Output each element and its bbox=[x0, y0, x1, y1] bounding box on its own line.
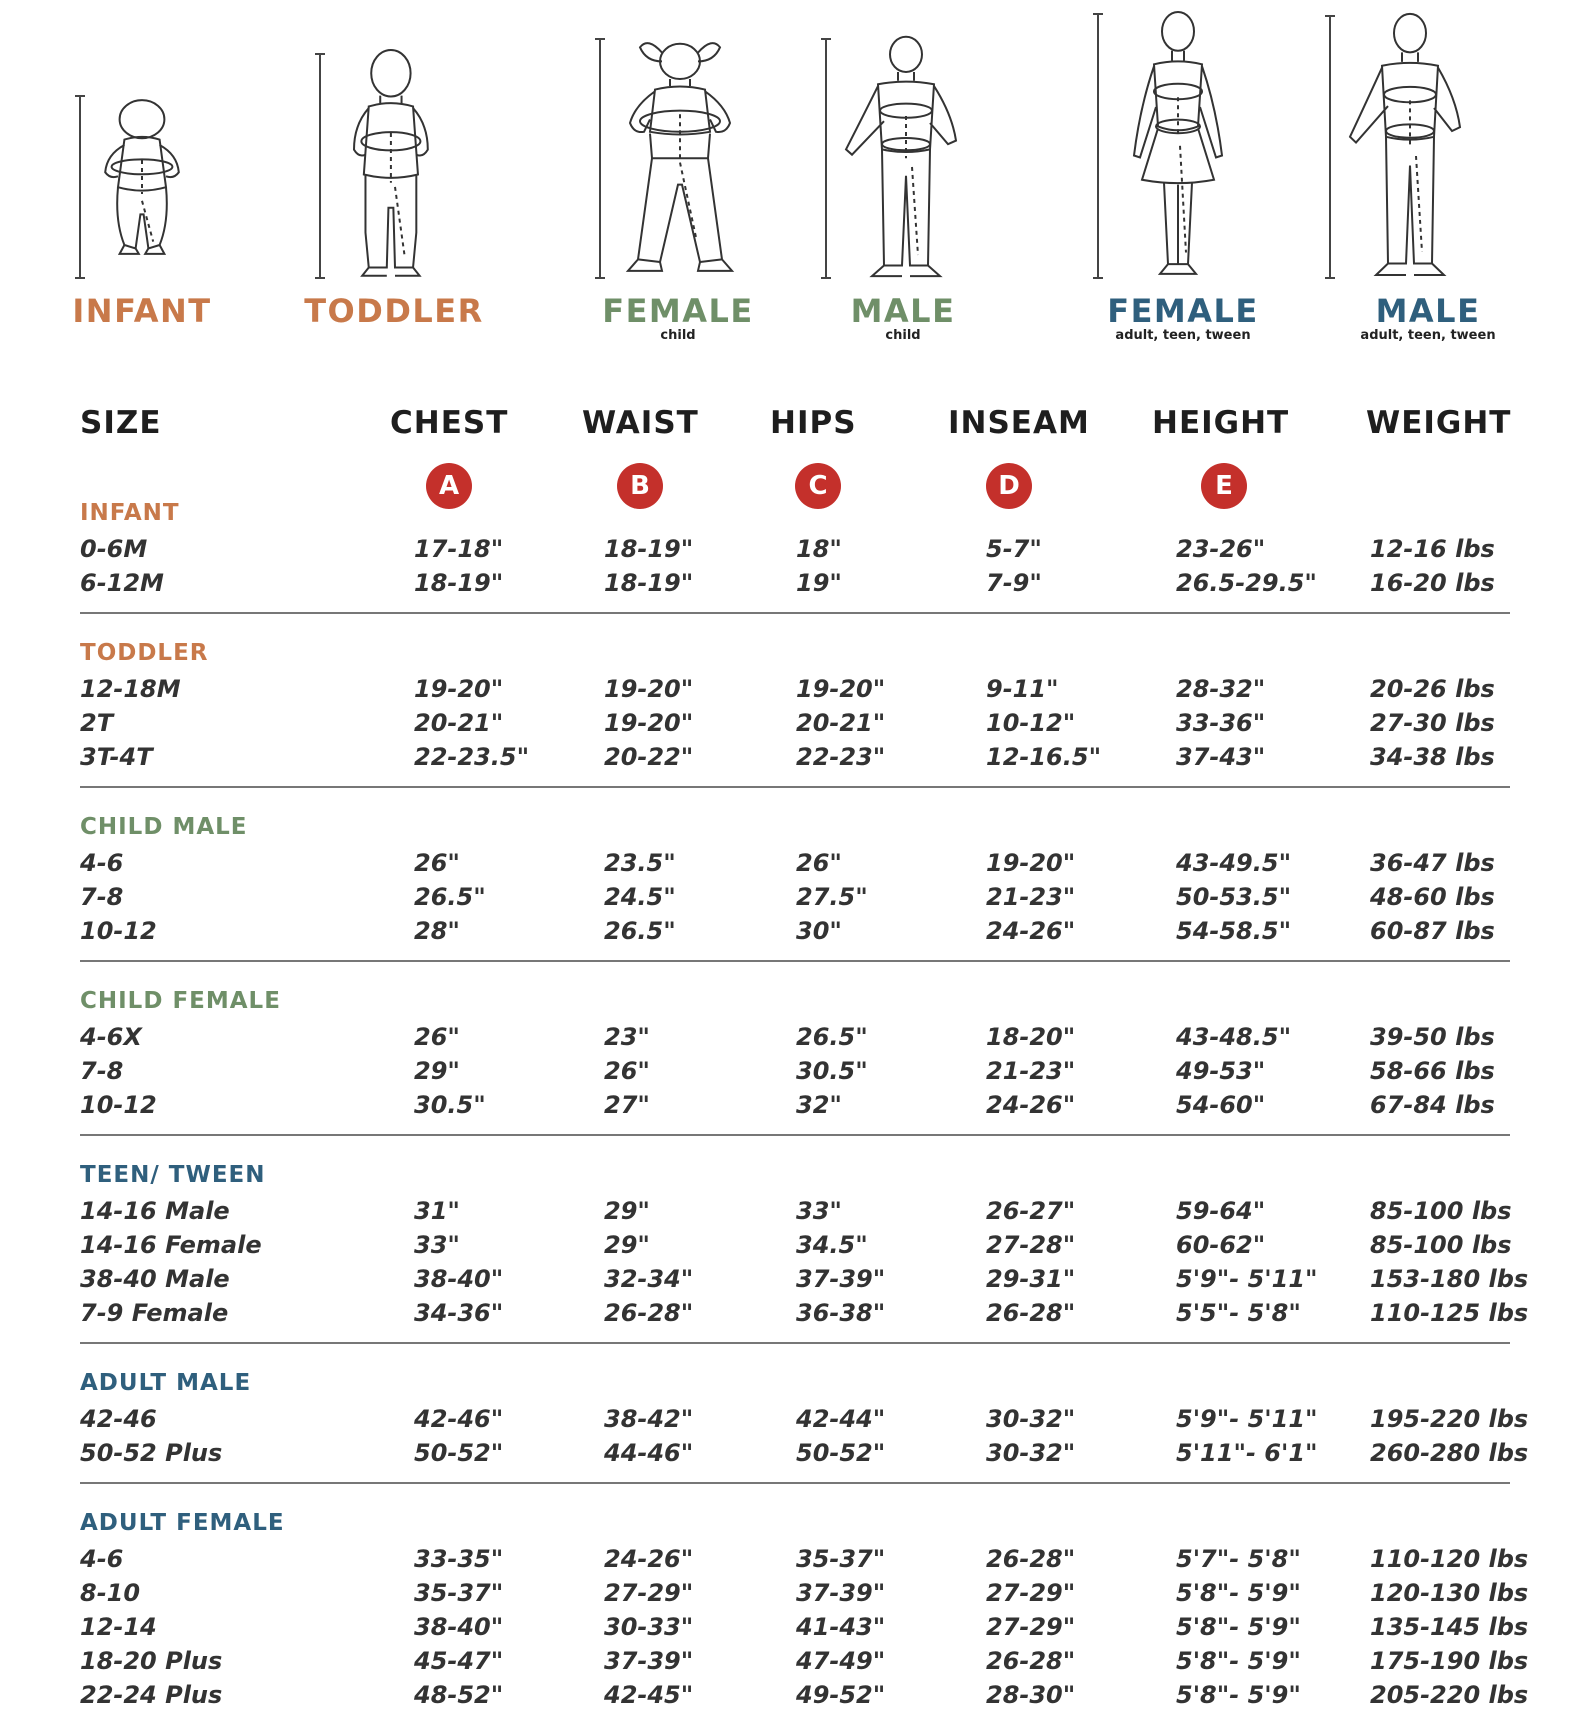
cell-inseam: 29-31" bbox=[986, 1265, 1076, 1293]
cell-chest: 29" bbox=[414, 1057, 460, 1085]
cell-height: 5'8"- 5'9" bbox=[1176, 1647, 1301, 1675]
female-child-figure-icon bbox=[600, 35, 760, 282]
cell-height: 26.5-29.5" bbox=[1176, 569, 1317, 597]
cell-hips: 47-49" bbox=[796, 1647, 886, 1675]
cell-waist: 20-22" bbox=[604, 743, 694, 771]
cell-chest: 26" bbox=[414, 1023, 460, 1051]
cell-waist: 32-34" bbox=[604, 1265, 694, 1293]
cell-chest: 50-52" bbox=[414, 1439, 504, 1467]
group-title: TEEN/ TWEEN bbox=[80, 1162, 266, 1188]
badge-a: A bbox=[426, 463, 472, 509]
cell-weight: 16-20 lbs bbox=[1370, 569, 1495, 597]
cell-inseam: 18-20" bbox=[986, 1023, 1076, 1051]
section-divider bbox=[80, 1342, 1510, 1344]
cell-chest: 26.5" bbox=[414, 883, 486, 911]
cell-waist: 27-29" bbox=[604, 1579, 694, 1607]
cell-weight: 120-130 lbs bbox=[1370, 1579, 1529, 1607]
cell-weight: 153-180 lbs bbox=[1370, 1265, 1529, 1293]
cell-waist: 26-28" bbox=[604, 1299, 694, 1327]
cell-height: 23-26" bbox=[1176, 535, 1266, 563]
male-adult-figure-icon bbox=[1330, 12, 1490, 282]
cell-waist: 26.5" bbox=[604, 917, 676, 945]
cell-waist: 24-26" bbox=[604, 1545, 694, 1573]
cell-weight: 67-84 lbs bbox=[1370, 1091, 1495, 1119]
cell-weight: 34-38 lbs bbox=[1370, 743, 1495, 771]
cell-inseam: 24-26" bbox=[986, 917, 1076, 945]
cell-size: 2T bbox=[80, 709, 114, 737]
height-ruler bbox=[595, 39, 605, 278]
cell-size: 7-8 bbox=[80, 883, 124, 911]
cell-height: 60-62" bbox=[1176, 1231, 1266, 1259]
section-divider bbox=[80, 786, 1510, 788]
cell-hips: 42-44" bbox=[796, 1405, 886, 1433]
badge-d: D bbox=[986, 463, 1032, 509]
cell-weight: 260-280 lbs bbox=[1370, 1439, 1529, 1467]
cell-size: 0-6M bbox=[80, 535, 148, 563]
cell-waist: 29" bbox=[604, 1231, 650, 1259]
cell-hips: 19-20" bbox=[796, 675, 886, 703]
cell-inseam: 19-20" bbox=[986, 849, 1076, 877]
cell-waist: 18-19" bbox=[604, 569, 694, 597]
cell-size: 7-9 Female bbox=[80, 1299, 229, 1327]
cell-waist: 23.5" bbox=[604, 849, 676, 877]
cell-chest: 19-20" bbox=[414, 675, 504, 703]
cell-hips: 50-52" bbox=[796, 1439, 886, 1467]
cell-chest: 22-23.5" bbox=[414, 743, 530, 771]
header-height: HEIGHT bbox=[1152, 405, 1290, 441]
cell-waist: 37-39" bbox=[604, 1647, 694, 1675]
cell-chest: 20-21" bbox=[414, 709, 504, 737]
cell-weight: 175-190 lbs bbox=[1370, 1647, 1529, 1675]
cell-chest: 38-40" bbox=[414, 1613, 504, 1641]
figure-title: MALE bbox=[1375, 292, 1481, 330]
cell-hips: 32" bbox=[796, 1091, 842, 1119]
header-chest: CHEST bbox=[390, 405, 509, 441]
header-inseam: INSEAM bbox=[948, 405, 1090, 441]
cell-inseam: 9-11" bbox=[986, 675, 1059, 703]
figure-title: FEMALE bbox=[1107, 292, 1259, 330]
group-title: ADULT MALE bbox=[80, 1370, 252, 1396]
cell-inseam: 10-12" bbox=[986, 709, 1076, 737]
cell-inseam: 27-29" bbox=[986, 1579, 1076, 1607]
cell-waist: 29" bbox=[604, 1197, 650, 1225]
cell-size: 7-8 bbox=[80, 1057, 124, 1085]
cell-height: 5'8"- 5'9" bbox=[1176, 1579, 1301, 1607]
cell-inseam: 28-30" bbox=[986, 1681, 1076, 1709]
cell-weight: 110-120 lbs bbox=[1370, 1545, 1529, 1573]
cell-height: 43-48.5" bbox=[1176, 1023, 1292, 1051]
cell-hips: 22-23" bbox=[796, 743, 886, 771]
cell-weight: 12-16 lbs bbox=[1370, 535, 1495, 563]
cell-inseam: 26-28" bbox=[986, 1299, 1076, 1327]
height-ruler bbox=[75, 96, 85, 278]
cell-height: 33-36" bbox=[1176, 709, 1266, 737]
infant-figure-icon bbox=[80, 92, 220, 282]
cell-inseam: 27-29" bbox=[986, 1613, 1076, 1641]
figure-title: INFANT bbox=[72, 292, 212, 330]
cell-size: 8-10 bbox=[80, 1579, 141, 1607]
figure-title: FEMALE bbox=[602, 292, 754, 330]
height-ruler bbox=[315, 54, 325, 278]
cell-height: 5'5"- 5'8" bbox=[1176, 1299, 1301, 1327]
cell-waist: 23" bbox=[604, 1023, 650, 1051]
cell-size: 14-16 Male bbox=[80, 1197, 230, 1225]
cell-weight: 20-26 lbs bbox=[1370, 675, 1495, 703]
section-divider bbox=[80, 1134, 1510, 1136]
cell-hips: 49-52" bbox=[796, 1681, 886, 1709]
cell-hips: 37-39" bbox=[796, 1579, 886, 1607]
cell-height: 28-32" bbox=[1176, 675, 1266, 703]
female-adult-figure-icon bbox=[1098, 10, 1258, 282]
cell-hips: 18" bbox=[796, 535, 842, 563]
cell-weight: 48-60 lbs bbox=[1370, 883, 1495, 911]
figure-subtitle: adult, teen, tween bbox=[1115, 328, 1251, 343]
cell-size: 10-12 bbox=[80, 917, 157, 945]
badge-b: B bbox=[617, 463, 663, 509]
badge-e: E bbox=[1201, 463, 1247, 509]
height-ruler bbox=[1325, 16, 1335, 278]
cell-size: 10-12 bbox=[80, 1091, 157, 1119]
cell-inseam: 21-23" bbox=[986, 883, 1076, 911]
cell-chest: 34-36" bbox=[414, 1299, 504, 1327]
section-divider bbox=[80, 1482, 1510, 1484]
cell-inseam: 12-16.5" bbox=[986, 743, 1102, 771]
cell-size: 4-6X bbox=[80, 1023, 142, 1051]
cell-inseam: 21-23" bbox=[986, 1057, 1076, 1085]
cell-weight: 60-87 lbs bbox=[1370, 917, 1495, 945]
cell-chest: 31" bbox=[414, 1197, 460, 1225]
cell-size: 4-6 bbox=[80, 1545, 124, 1573]
male-child-figure-icon bbox=[826, 35, 986, 282]
cell-size: 12-14 bbox=[80, 1613, 157, 1641]
header-hips: HIPS bbox=[770, 405, 857, 441]
cell-waist: 24.5" bbox=[604, 883, 676, 911]
cell-hips: 20-21" bbox=[796, 709, 886, 737]
cell-hips: 37-39" bbox=[796, 1265, 886, 1293]
figure-5 bbox=[1098, 10, 1258, 282]
figure-subtitle: child bbox=[660, 328, 696, 343]
cell-weight: 39-50 lbs bbox=[1370, 1023, 1495, 1051]
cell-weight: 85-100 lbs bbox=[1370, 1197, 1512, 1225]
cell-inseam: 30-32" bbox=[986, 1439, 1076, 1467]
cell-inseam: 24-26" bbox=[986, 1091, 1076, 1119]
cell-inseam: 30-32" bbox=[986, 1405, 1076, 1433]
figure-3 bbox=[600, 35, 760, 282]
cell-size: 22-24 Plus bbox=[80, 1681, 223, 1709]
cell-waist: 19-20" bbox=[604, 709, 694, 737]
cell-chest: 26" bbox=[414, 849, 460, 877]
cell-hips: 19" bbox=[796, 569, 842, 597]
cell-size: 6-12M bbox=[80, 569, 164, 597]
cell-chest: 48-52" bbox=[414, 1681, 504, 1709]
group-title: CHILD FEMALE bbox=[80, 988, 281, 1014]
cell-inseam: 7-9" bbox=[986, 569, 1042, 597]
cell-height: 54-60" bbox=[1176, 1091, 1266, 1119]
cell-waist: 44-46" bbox=[604, 1439, 694, 1467]
figure-subtitle: adult, teen, tween bbox=[1360, 328, 1496, 343]
cell-chest: 38-40" bbox=[414, 1265, 504, 1293]
cell-height: 49-53" bbox=[1176, 1057, 1266, 1085]
section-divider bbox=[80, 960, 1510, 962]
cell-height: 50-53.5" bbox=[1176, 883, 1292, 911]
figure-6 bbox=[1330, 12, 1490, 282]
cell-height: 5'11"- 6'1" bbox=[1176, 1439, 1318, 1467]
toddler-figure-icon bbox=[320, 50, 470, 282]
cell-hips: 30.5" bbox=[796, 1057, 868, 1085]
cell-size: 38-40 Male bbox=[80, 1265, 230, 1293]
figure-4 bbox=[826, 35, 986, 282]
cell-inseam: 26-28" bbox=[986, 1545, 1076, 1573]
group-title: ADULT FEMALE bbox=[80, 1510, 285, 1536]
cell-inseam: 26-28" bbox=[986, 1647, 1076, 1675]
cell-height: 5'9"- 5'11" bbox=[1176, 1265, 1318, 1293]
cell-inseam: 27-28" bbox=[986, 1231, 1076, 1259]
cell-waist: 26" bbox=[604, 1057, 650, 1085]
cell-waist: 19-20" bbox=[604, 675, 694, 703]
cell-waist: 30-33" bbox=[604, 1613, 694, 1641]
height-ruler bbox=[1093, 14, 1103, 278]
group-title: INFANT bbox=[80, 500, 180, 526]
cell-waist: 27" bbox=[604, 1091, 650, 1119]
badge-c: C bbox=[795, 463, 841, 509]
cell-height: 59-64" bbox=[1176, 1197, 1266, 1225]
cell-height: 5'8"- 5'9" bbox=[1176, 1681, 1301, 1709]
cell-weight: 110-125 lbs bbox=[1370, 1299, 1529, 1327]
header-waist: WAIST bbox=[582, 405, 699, 441]
cell-hips: 33" bbox=[796, 1197, 842, 1225]
cell-size: 3T-4T bbox=[80, 743, 153, 771]
section-divider bbox=[80, 612, 1510, 614]
header-size: SIZE bbox=[80, 405, 162, 441]
cell-weight: 27-30 lbs bbox=[1370, 709, 1495, 737]
height-ruler bbox=[821, 39, 831, 278]
figure-subtitle: child bbox=[885, 328, 921, 343]
cell-hips: 41-43" bbox=[796, 1613, 886, 1641]
cell-chest: 17-18" bbox=[414, 535, 504, 563]
cell-inseam: 5-7" bbox=[986, 535, 1042, 563]
cell-height: 5'9"- 5'11" bbox=[1176, 1405, 1318, 1433]
cell-height: 5'8"- 5'9" bbox=[1176, 1613, 1301, 1641]
cell-waist: 42-45" bbox=[604, 1681, 694, 1709]
cell-weight: 135-145 lbs bbox=[1370, 1613, 1529, 1641]
cell-size: 42-46 bbox=[80, 1405, 157, 1433]
cell-weight: 58-66 lbs bbox=[1370, 1057, 1495, 1085]
cell-height: 37-43" bbox=[1176, 743, 1266, 771]
cell-chest: 30.5" bbox=[414, 1091, 486, 1119]
cell-size: 14-16 Female bbox=[80, 1231, 262, 1259]
cell-waist: 18-19" bbox=[604, 535, 694, 563]
cell-chest: 33" bbox=[414, 1231, 460, 1259]
group-title: TODDLER bbox=[80, 640, 209, 666]
cell-chest: 33-35" bbox=[414, 1545, 504, 1573]
cell-height: 5'7"- 5'8" bbox=[1176, 1545, 1301, 1573]
figure-title: MALE bbox=[850, 292, 956, 330]
cell-chest: 35-37" bbox=[414, 1579, 504, 1607]
cell-size: 50-52 Plus bbox=[80, 1439, 223, 1467]
cell-weight: 36-47 lbs bbox=[1370, 849, 1495, 877]
cell-hips: 30" bbox=[796, 917, 842, 945]
figure-2 bbox=[320, 50, 470, 282]
cell-hips: 35-37" bbox=[796, 1545, 886, 1573]
cell-chest: 18-19" bbox=[414, 569, 504, 597]
cell-hips: 34.5" bbox=[796, 1231, 868, 1259]
cell-chest: 42-46" bbox=[414, 1405, 504, 1433]
cell-chest: 45-47" bbox=[414, 1647, 504, 1675]
figure-title: TODDLER bbox=[304, 292, 484, 330]
cell-hips: 26.5" bbox=[796, 1023, 868, 1051]
cell-hips: 27.5" bbox=[796, 883, 868, 911]
cell-size: 4-6 bbox=[80, 849, 124, 877]
header-weight: WEIGHT bbox=[1366, 405, 1512, 441]
cell-hips: 36-38" bbox=[796, 1299, 886, 1327]
cell-weight: 195-220 lbs bbox=[1370, 1405, 1529, 1433]
cell-height: 54-58.5" bbox=[1176, 917, 1292, 945]
group-title: CHILD MALE bbox=[80, 814, 248, 840]
cell-height: 43-49.5" bbox=[1176, 849, 1292, 877]
cell-weight: 205-220 lbs bbox=[1370, 1681, 1529, 1709]
cell-size: 18-20 Plus bbox=[80, 1647, 223, 1675]
figure-1 bbox=[80, 92, 220, 282]
cell-size: 12-18M bbox=[80, 675, 181, 703]
cell-hips: 26" bbox=[796, 849, 842, 877]
cell-weight: 85-100 lbs bbox=[1370, 1231, 1512, 1259]
cell-waist: 38-42" bbox=[604, 1405, 694, 1433]
cell-inseam: 26-27" bbox=[986, 1197, 1076, 1225]
cell-chest: 28" bbox=[414, 917, 460, 945]
